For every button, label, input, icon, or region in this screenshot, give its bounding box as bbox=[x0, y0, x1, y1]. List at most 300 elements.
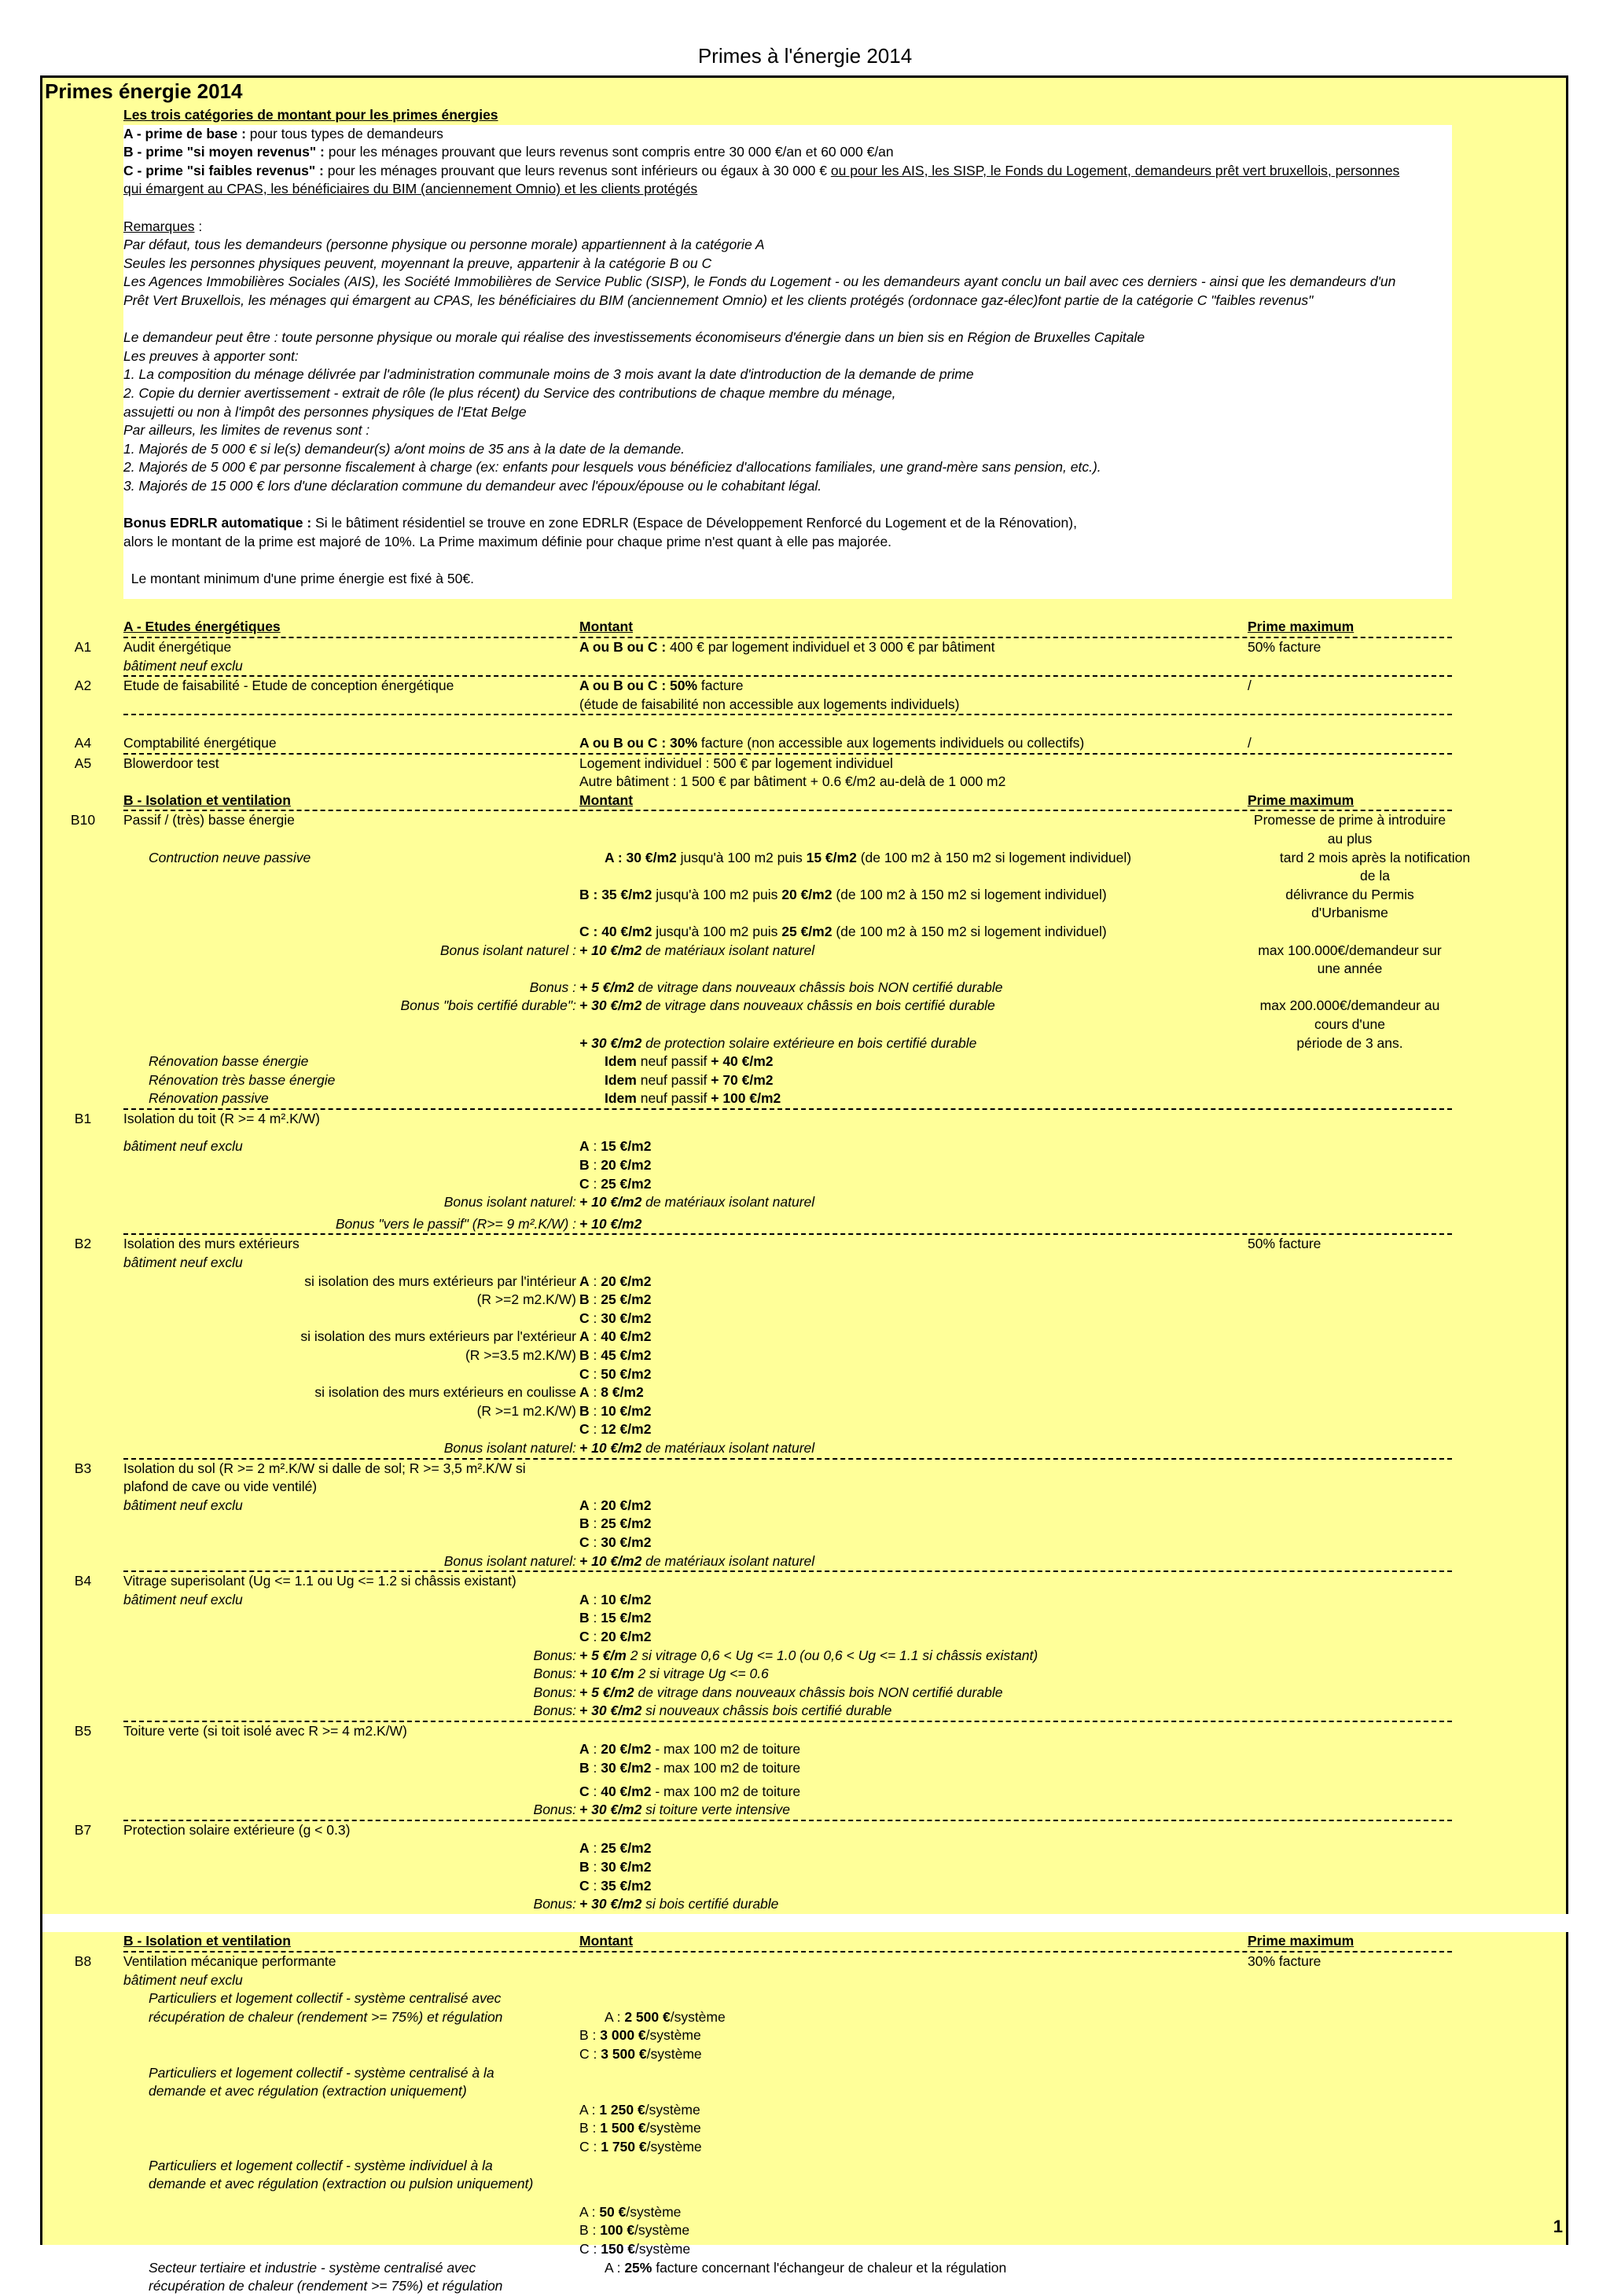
value: 20 €/m2 bbox=[601, 1628, 652, 1644]
value: 2 500 € bbox=[624, 2008, 671, 2025]
text: Idem bbox=[605, 1053, 637, 1070]
value: 10 €/m2 bbox=[601, 1591, 652, 1607]
cat-c-text-underlined: ou pour les AIS, les SISP, le Fonds du Logement, demandeurs prêt vert bruxellois, personnes bbox=[830, 162, 1400, 178]
bonus-value: + 30 €/m2 bbox=[579, 1703, 642, 1719]
letter: B bbox=[579, 1760, 590, 1776]
wall-option: si isolation des murs extérieurs par l'intérieur bbox=[304, 1273, 576, 1289]
sep: : bbox=[589, 2240, 601, 2257]
value: 45 €/m2 bbox=[601, 1347, 652, 1363]
sub-item: Rénovation basse énergie bbox=[149, 1053, 309, 1070]
value: 50 €/m2 bbox=[601, 1365, 652, 1382]
sep: : bbox=[589, 1365, 601, 1382]
sep: : bbox=[589, 1877, 601, 1894]
letter: A bbox=[579, 1384, 590, 1401]
row-a5 bbox=[74, 753, 1452, 773]
item-name: Passif / (très) basse énergie bbox=[123, 812, 295, 828]
row-code: B1 bbox=[74, 1110, 92, 1126]
unit: /système bbox=[626, 2203, 682, 2220]
cat-a-text: pour tous types de demandeurs bbox=[245, 125, 443, 141]
new-building-excluded: bâtiment neuf exclu bbox=[123, 1255, 243, 1271]
value: 1 500 € bbox=[600, 2120, 646, 2136]
letter: B bbox=[579, 1347, 590, 1363]
row-b5 bbox=[74, 1721, 1452, 1741]
sep: : bbox=[589, 1760, 601, 1776]
new-building-excluded: bâtiment neuf exclu bbox=[123, 1591, 243, 1607]
text: - max 100 m2 de toiture bbox=[651, 1760, 801, 1776]
value: 25 €/m2 bbox=[601, 1840, 652, 1857]
amount-text: Logement individuel : 500 € par logement individuel bbox=[579, 755, 893, 771]
sep: : bbox=[589, 1157, 601, 1174]
bonus-value: + 30 €/m2 bbox=[579, 1802, 642, 1818]
row-code: B7 bbox=[74, 1821, 92, 1838]
letter: A bbox=[579, 2203, 588, 2220]
value: 20 €/m2 bbox=[781, 886, 833, 902]
content bbox=[70, 106, 1471, 2296]
max-value: période de 3 ans. bbox=[1296, 1034, 1403, 1051]
wall-option: (R >=2 m2.K/W) bbox=[476, 1291, 576, 1308]
bonus-text: 2 si vitrage 0,6 < Ug <= 1.0 (ou 0,6 < Ug <= 1.1 si châssis existant) bbox=[626, 1647, 1038, 1663]
wall-option: si isolation des murs extérieurs en coulisse bbox=[314, 1384, 576, 1401]
value: 30 €/m2 bbox=[601, 1760, 652, 1776]
bonus-value: + 5 €/m2 bbox=[579, 1684, 634, 1700]
wall-option: (R >=1 m2.K/W) bbox=[476, 1402, 576, 1419]
unit: /système bbox=[645, 2120, 701, 2136]
value: 8 €/m2 bbox=[601, 1384, 644, 1401]
bonus-label: Bonus: bbox=[533, 1802, 576, 1818]
requester-line: assujetti ou non à l'impôt des personnes physiques de l'Etat Belge bbox=[123, 403, 527, 420]
value: 20 €/m2 bbox=[601, 1497, 652, 1513]
value: 30 €/m2 bbox=[601, 1310, 652, 1326]
bonus-text: de matériaux isolant naturel bbox=[641, 1194, 815, 1210]
remarks-label: Remarques bbox=[123, 218, 195, 234]
bonus-label: Bonus: bbox=[533, 1684, 576, 1700]
item-name-2: plafond de cave ou vide ventilé) bbox=[123, 1479, 318, 1495]
max-value: / bbox=[1248, 735, 1252, 751]
bonus-text: si nouveaux châssis bois certifié durable bbox=[641, 1703, 892, 1719]
item-name: Isolation du sol (R >= 2 m².K/W si dalle de sol; R >= 3,5 m².K/W si bbox=[123, 1460, 526, 1476]
value: 25 €/m2 bbox=[601, 1175, 652, 1192]
sep: : bbox=[589, 1859, 601, 1875]
value: 25% bbox=[624, 2259, 652, 2276]
amount-text: facture bbox=[697, 678, 744, 694]
minimum-amount-note: Le montant minimum d'une prime énergie est fixé à 50€. bbox=[123, 570, 474, 586]
section-b-title: B - Isolation et ventilation bbox=[123, 792, 291, 808]
remark-line: Prêt Vert Bruxellois, les ménages qui émargent au CPAS, les bénéficiaires du BIM (anciennement Omnio) et les clients protégés (ordonnace gaz-élec)font partie de la catégorie C "faibles revenus" bbox=[123, 292, 1314, 308]
item-name: Isolation du toit (R >= 4 m².K/W) bbox=[123, 1110, 320, 1126]
bonus-text: 2 si vitrage Ug <= 0.6 bbox=[634, 1666, 769, 1682]
cat-c-text: pour les ménages prouvant que leurs revenus sont inférieurs ou égaux à 30 000 € bbox=[323, 162, 831, 178]
system-type: récupération de chaleur (rendement >= 75%) et régulation bbox=[149, 2278, 503, 2294]
sep: : bbox=[589, 1384, 601, 1401]
remark-line: Les Agences Immobilières Sociales (AIS), les Société Immobilières de Service Public (SISP), le Fonds du Logement - ou les demandeurs ayant conclu un bail avec ces derniers - ainsi que les demandeurs d'un bbox=[123, 274, 1396, 290]
item-name: Comptabilité énergétique bbox=[123, 735, 277, 751]
sep: : bbox=[589, 1273, 601, 1289]
sep: : bbox=[588, 2222, 601, 2239]
sep: : bbox=[589, 2045, 601, 2062]
max-header: Prime maximum bbox=[1248, 619, 1355, 635]
text: neuf passif bbox=[636, 1090, 711, 1107]
bonus-value: + 5 €/m bbox=[579, 1647, 627, 1663]
bonus-text: de vitrage dans nouveaux châssis en bois certifié durable bbox=[641, 997, 995, 1014]
bonus-text: de matériaux isolant naturel bbox=[641, 1552, 815, 1569]
categories-info-box bbox=[123, 125, 1452, 600]
sep: : bbox=[589, 1515, 601, 1532]
row-code: B2 bbox=[74, 1236, 92, 1252]
letter: A bbox=[579, 1497, 590, 1513]
new-building-excluded: bâtiment neuf exclu bbox=[123, 1971, 243, 1988]
item-name: Toiture verte (si toit isolé avec R >= 4 m2.K/W) bbox=[123, 1722, 407, 1739]
sep: : bbox=[589, 1628, 601, 1644]
bonus-text: de protection solaire extérieure en bois certifié durable bbox=[641, 1034, 977, 1051]
letter: B bbox=[579, 2222, 589, 2239]
value: 15 €/m2 bbox=[806, 849, 857, 865]
text: jusqu'à 100 m2 puis bbox=[652, 923, 782, 939]
sheet-title: Primes énergie 2014 bbox=[45, 79, 243, 103]
max-value: 30% facture bbox=[1248, 1953, 1321, 1969]
requester-line: Le demandeur peut être : toute personne physique ou morale qui réalise des investissements économiseurs d'énergie dans un bien sis en Région de Bruxelles Capitale bbox=[123, 329, 1145, 346]
letter: C bbox=[579, 1628, 590, 1644]
bonus-label: Bonus: bbox=[533, 1896, 576, 1912]
row-code: B10 bbox=[70, 812, 96, 828]
letter: C bbox=[579, 1534, 590, 1550]
row-code: B3 bbox=[74, 1460, 92, 1476]
requester-line: 3. Majorés de 15 000 € lors d'une déclaration commune du demandeur avec l'époux/épouse ou le cohabitant légal. bbox=[123, 477, 822, 494]
letter: A bbox=[579, 1741, 590, 1758]
bonus-label: Bonus "vers le passif" (R>= 9 m².K/W) : bbox=[335, 1215, 576, 1232]
item-name: Vitrage superisolant (Ug <= 1.1 ou Ug <= 1.2 si châssis existant) bbox=[123, 1573, 516, 1589]
value: 150 € bbox=[601, 2240, 636, 2257]
cat-b-text: pour les ménages prouvant que leurs revenus sont compris entre 30 000 €/an et 60 000 €/an bbox=[324, 144, 894, 160]
max-value: 50% facture bbox=[1248, 639, 1321, 656]
item-name: Protection solaire extérieure (g < 0.3) bbox=[123, 1821, 351, 1838]
wall-option: si isolation des murs extérieurs par l'extérieur bbox=[300, 1328, 576, 1345]
value: 15 €/m2 bbox=[601, 1610, 652, 1626]
value: 3 500 € bbox=[601, 2045, 647, 2062]
section-b-header bbox=[123, 792, 1452, 812]
system-type: Particuliers et logement collectif - système individuel à la bbox=[149, 2157, 493, 2173]
bonus-value: + 10 €/m2 bbox=[579, 1194, 642, 1210]
bonus-label: Bonus isolant naturel: bbox=[443, 1439, 576, 1456]
value: 40 €/m2 bbox=[601, 1783, 652, 1799]
unit: /système bbox=[635, 2240, 691, 2257]
new-building-excluded: bâtiment neuf exclu bbox=[123, 1138, 243, 1155]
max-value: Promesse de prime à introduire au plus bbox=[1253, 812, 1446, 847]
bonus-value: + 30 €/m2 bbox=[579, 1896, 642, 1912]
value: + 40 €/m2 bbox=[711, 1053, 774, 1070]
letter: C bbox=[579, 2240, 590, 2257]
letter: A bbox=[579, 1840, 590, 1857]
wall-option: (R >=3.5 m2.K/W) bbox=[465, 1347, 576, 1363]
system-type: Secteur tertiaire et industrie - système centralisé avec bbox=[149, 2259, 476, 2276]
requester-line: Les preuves à apporter sont: bbox=[123, 347, 299, 364]
letter: A bbox=[579, 1591, 590, 1607]
sep: : bbox=[589, 1291, 601, 1308]
value: 50 € bbox=[599, 2203, 627, 2220]
value: 25 €/m2 bbox=[781, 923, 833, 939]
value: 40 €/m2 bbox=[601, 1328, 652, 1345]
row-b3 bbox=[74, 1458, 1452, 1479]
spreadsheet-frame bbox=[40, 75, 1568, 2294]
system-type: récupération de chaleur (rendement >= 75%) et régulation bbox=[149, 2008, 503, 2025]
max-value: tard 2 mois après la notification de la bbox=[1279, 849, 1471, 884]
letter: C bbox=[579, 1877, 590, 1894]
categories-title: Les trois catégories de montant pour les primes énergies bbox=[123, 107, 498, 123]
bonus-text: si toiture verte intensive bbox=[641, 1802, 790, 1818]
page-title: Primes à l'énergie 2014 bbox=[697, 44, 913, 68]
unit: /système bbox=[646, 2138, 702, 2155]
system-type: Particuliers et logement collectif - système centralisé avec bbox=[149, 1990, 502, 2007]
sep: : bbox=[589, 1497, 601, 1513]
sep: : bbox=[589, 1347, 601, 1363]
row-code: A2 bbox=[74, 678, 92, 694]
remark-line: Par défaut, tous les demandeurs (personne physique ou personne morale) appartiennent à la catégorie A bbox=[123, 237, 765, 253]
row-a1 bbox=[74, 638, 1452, 657]
requester-line: 1. Majorés de 5 000 € si le(s) demandeur(s) a/ont moins de 35 ans à la date de la demande. bbox=[123, 440, 686, 457]
bonus-label: Bonus: bbox=[533, 1647, 576, 1663]
max-header: Prime maximum bbox=[1248, 1933, 1355, 1949]
unit: /système bbox=[670, 2008, 726, 2025]
item-name: Etude de faisabilité - Etude de conception énergétique bbox=[123, 678, 454, 694]
value: 1 750 € bbox=[601, 2138, 647, 2155]
value: 30 €/m2 bbox=[601, 1534, 652, 1550]
amount-header: Montant bbox=[579, 619, 634, 635]
sep: : bbox=[589, 1591, 601, 1607]
amount-text: facture (non accessible aux logements individuels ou collectifs) bbox=[697, 735, 1085, 751]
bonus-label: Bonus: bbox=[533, 1666, 576, 1682]
amount-header: Montant bbox=[579, 792, 634, 808]
letter: C bbox=[579, 1783, 590, 1799]
sub-item: Contruction neuve passive bbox=[149, 849, 311, 865]
bonus-label: Bonus isolant naturel: bbox=[443, 1194, 576, 1210]
bonus-value: + 10 €/m bbox=[579, 1666, 634, 1682]
letter: C bbox=[579, 2045, 590, 2062]
value: 100 € bbox=[600, 2222, 635, 2239]
unit: /système bbox=[634, 2222, 690, 2239]
bonus-value: + 10 €/m2 bbox=[579, 1552, 642, 1569]
text: - max 100 m2 de toiture bbox=[651, 1741, 801, 1758]
sep: : bbox=[589, 1175, 601, 1192]
text: Idem bbox=[605, 1090, 637, 1107]
row-code: A5 bbox=[74, 755, 92, 771]
value-c: C : 40 €/m2 bbox=[579, 923, 652, 939]
value: 25 €/m2 bbox=[601, 1515, 652, 1532]
letter: B bbox=[579, 1291, 590, 1308]
letter: C bbox=[579, 1365, 590, 1382]
cat-b-label: B - prime "si moyen revenus" : bbox=[123, 144, 325, 160]
sep: : bbox=[612, 2259, 625, 2276]
letter: B bbox=[579, 1157, 590, 1174]
value: 20 €/m2 bbox=[601, 1157, 652, 1174]
text: jusqu'à 100 m2 puis bbox=[652, 886, 782, 902]
text: jusqu'à 100 m2 puis bbox=[676, 849, 807, 865]
system-type: demande et avec régulation (extraction ou pulsion uniquement) bbox=[149, 2176, 534, 2192]
row-b1 bbox=[74, 1108, 1452, 1129]
value-a: A : 30 €/m2 bbox=[605, 849, 677, 865]
amount-text-2: (étude de faisabilité non accessible aux logements individuels) bbox=[579, 696, 960, 712]
bonus-label: Bonus: bbox=[533, 1703, 576, 1719]
value: 30 €/m2 bbox=[601, 1859, 652, 1875]
sub-item: Rénovation passive bbox=[149, 1090, 269, 1107]
text: - max 100 m2 de toiture bbox=[651, 1783, 801, 1799]
remarks-colon: : bbox=[194, 218, 203, 234]
letter: C bbox=[579, 1310, 590, 1326]
bonus-text: de matériaux isolant naturel bbox=[641, 1439, 815, 1456]
max-header: Prime maximum bbox=[1248, 792, 1355, 808]
amount-text-2: Autre bâtiment : 1 500 € par bâtiment + 0.6 €/m2 au-delà de 1 000 m2 bbox=[579, 773, 1006, 790]
value: 3 000 € bbox=[600, 2027, 646, 2044]
row-code: B8 bbox=[74, 1953, 92, 1969]
bonus-edrlr-text: Si le bâtiment résidentiel se trouve en zone EDRLR (Espace de Développement Renforcé du Logement et de la Rénovation), bbox=[311, 515, 1077, 531]
requester-line: 1. La composition du ménage délivrée par l'administration communale moins de 3 mois avant la date d'introduction de la demande de prime bbox=[123, 366, 974, 383]
bonus-label: Bonus isolant naturel : bbox=[439, 942, 576, 958]
text: Idem bbox=[605, 1071, 637, 1088]
max-value: max 100.000€/demandeur sur une année bbox=[1258, 942, 1442, 977]
value: 1 250 € bbox=[599, 2101, 645, 2118]
sep: : bbox=[589, 1840, 601, 1857]
letter: A bbox=[579, 1328, 590, 1345]
bonus-text: si bois certifié durable bbox=[641, 1896, 779, 1912]
letter: B bbox=[579, 1610, 590, 1626]
sep: : bbox=[589, 1328, 601, 1345]
bonus-value: + 10 €/m2 bbox=[579, 1439, 642, 1456]
amount-label: A ou B ou C : bbox=[579, 639, 667, 656]
sep: : bbox=[588, 2120, 601, 2136]
letter: A bbox=[579, 2101, 588, 2118]
row-code: B5 bbox=[74, 1722, 92, 1739]
value: 15 €/m2 bbox=[601, 1138, 652, 1155]
bonus-label: Bonus "bois certifié durable": bbox=[400, 997, 576, 1014]
value: + 70 €/m2 bbox=[711, 1071, 774, 1088]
text: facture concernant l'échangeur de chaleur et la régulation bbox=[652, 2259, 1007, 2276]
row-b4 bbox=[74, 1570, 1452, 1591]
bonus-edrlr-text-2: alors le montant de la prime est majoré de 10%. La Prime maximum définie pour chaque prime n'est quant à elle pas majorée. bbox=[123, 533, 892, 549]
value: 20 €/m2 bbox=[601, 1273, 652, 1289]
sep: : bbox=[588, 2027, 601, 2044]
max-value: max 200.000€/demandeur au cours d'une bbox=[1259, 997, 1440, 1032]
sep: : bbox=[589, 1783, 601, 1799]
row-b2 bbox=[74, 1233, 1452, 1254]
sep: : bbox=[589, 1610, 601, 1626]
bonus-text: de vitrage dans nouveaux châssis bois NON certifié durable bbox=[634, 979, 1003, 995]
requester-line: 2. Majorés de 5 000 € par personne fiscalement à charge (ex: enfants pour lesquels vous bénéficiez d'allocations familiales, une grand-mère sans pension, etc.). bbox=[123, 459, 1101, 476]
system-type: demande et avec régulation (extraction uniquement) bbox=[149, 2083, 467, 2099]
sep: : bbox=[589, 1310, 601, 1326]
row-code: B4 bbox=[74, 1573, 92, 1589]
item-name: Audit énergétique bbox=[123, 639, 232, 656]
page-number: 1 bbox=[1553, 2217, 1563, 2236]
row-b7 bbox=[74, 1820, 1452, 1840]
bonus-value: + 10 €/m2 bbox=[579, 1215, 642, 1232]
letter: B bbox=[579, 1402, 590, 1419]
text: (de 100 m2 à 150 m2 si logement individuel) bbox=[832, 923, 1107, 939]
system-type: Particuliers et logement collectif - système centralisé à la bbox=[149, 2064, 494, 2081]
max-value: / bbox=[1248, 678, 1252, 694]
letter: B bbox=[579, 1515, 590, 1532]
sep: : bbox=[589, 1421, 601, 1438]
value: 25 €/m2 bbox=[601, 1291, 652, 1308]
text: neuf passif bbox=[636, 1071, 711, 1088]
row-code: A4 bbox=[74, 735, 92, 751]
amount-header: Montant bbox=[579, 1933, 634, 1949]
letter: B bbox=[579, 2120, 589, 2136]
bonus-value: + 30 €/m2 bbox=[579, 1034, 642, 1051]
row-a2 bbox=[74, 675, 1452, 696]
value: 10 €/m2 bbox=[601, 1402, 652, 1419]
cat-a-label: A - prime de base : bbox=[123, 125, 246, 141]
amount-text: 400 € par logement individuel et 3 000 € par bâtiment bbox=[666, 639, 995, 656]
item-name: Isolation des murs extérieurs bbox=[123, 1236, 300, 1252]
unit: /système bbox=[645, 2101, 700, 2118]
bonus-value: + 30 €/m2 bbox=[579, 997, 642, 1014]
letter: C bbox=[579, 2138, 590, 2155]
text: neuf passif bbox=[636, 1053, 711, 1070]
section-b-title: B - Isolation et ventilation bbox=[123, 1933, 291, 1949]
unit: /système bbox=[645, 2027, 701, 2044]
sep: : bbox=[589, 1534, 601, 1550]
bonus-value: + 10 €/m2 bbox=[579, 942, 642, 958]
requester-line: Par ailleurs, les limites de revenus sont : bbox=[123, 422, 370, 439]
letter: C bbox=[579, 1421, 590, 1438]
sep: : bbox=[589, 1741, 601, 1758]
letter: B bbox=[579, 2027, 589, 2044]
letter: A bbox=[605, 2008, 613, 2025]
value: 20 €/m2 bbox=[601, 1741, 652, 1758]
sub-item: Rénovation très basse énergie bbox=[149, 1071, 336, 1088]
max-value: délivrance du Permis d'Urbanisme bbox=[1285, 886, 1414, 921]
row-b8 bbox=[74, 1953, 1452, 1971]
max-value: 50% facture bbox=[1248, 1236, 1321, 1252]
row-code: A1 bbox=[74, 639, 92, 656]
letter: C bbox=[579, 1175, 590, 1192]
sep: : bbox=[612, 2008, 625, 2025]
value: 35 €/m2 bbox=[601, 1877, 652, 1894]
bonus-label: Bonus isolant naturel: bbox=[443, 1552, 576, 1569]
row-b10 bbox=[70, 811, 1452, 848]
text: (de 100 m2 à 150 m2 si logement individuel) bbox=[856, 849, 1132, 865]
bonus-text: de vitrage dans nouveaux châssis bois NON certifié durable bbox=[634, 1684, 1003, 1700]
section-b-header-2 bbox=[123, 1932, 1452, 1953]
row-a4 bbox=[74, 734, 1452, 753]
amount-label: A ou B ou C : 50% bbox=[579, 678, 698, 694]
amount-label: A ou B ou C : 30% bbox=[579, 735, 698, 751]
letter: A bbox=[605, 2259, 613, 2276]
cat-c-text-underlined-2: qui émargent au CPAS, les bénéficiaires du BIM (anciennement Omnio) et les clients protégés bbox=[123, 181, 698, 197]
letter: A bbox=[579, 1138, 590, 1155]
sep: : bbox=[589, 1138, 601, 1155]
bonus-text: de matériaux isolant naturel bbox=[641, 942, 815, 958]
cat-c-label: C - prime "si faibles revenus" : bbox=[123, 162, 324, 178]
new-building-excluded: bâtiment neuf exclu bbox=[123, 657, 243, 674]
item-name: Ventilation mécanique performante bbox=[123, 1953, 336, 1969]
letter: B bbox=[579, 1859, 590, 1875]
value-b: B : 35 €/m2 bbox=[579, 886, 652, 902]
item-name: Blowerdoor test bbox=[123, 755, 219, 771]
letter: A bbox=[579, 1273, 590, 1289]
unit: /système bbox=[646, 2045, 702, 2062]
sep: : bbox=[587, 2203, 600, 2220]
bonus-edrlr-label: Bonus EDRLR automatique : bbox=[123, 515, 312, 531]
new-building-excluded: bâtiment neuf exclu bbox=[123, 1497, 243, 1513]
sep: : bbox=[589, 2138, 601, 2155]
section-a-title: A - Etudes énergétiques bbox=[123, 619, 281, 635]
value: + 100 €/m2 bbox=[711, 1090, 781, 1107]
sep: : bbox=[589, 1402, 601, 1419]
bonus-label: Bonus : bbox=[529, 979, 576, 995]
bonus-value: + 5 €/m2 bbox=[579, 979, 634, 995]
remark-line: Seules les personnes physiques peuvent, moyennant la preuve, appartenir à la catégorie B ou C bbox=[123, 255, 712, 271]
text: (de 100 m2 à 150 m2 si logement individuel) bbox=[832, 886, 1107, 902]
section-a-header bbox=[123, 618, 1452, 638]
